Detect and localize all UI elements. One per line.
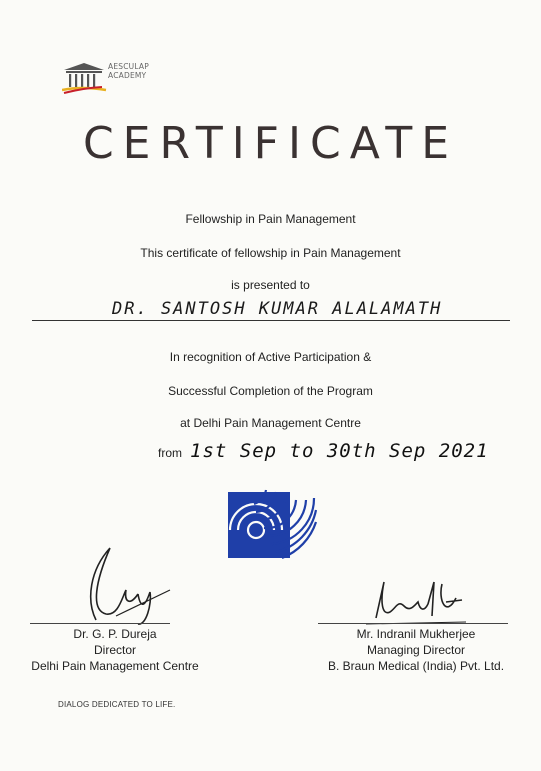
left-signature [66, 540, 176, 628]
logo-text [108, 62, 149, 80]
right-signatory-name: Mr. Indranil Mukherjee [356, 627, 476, 641]
from-label: from [158, 446, 182, 460]
certificate-statement: This certificate of fellowship in Pain Management [140, 246, 401, 260]
venue-line: at Delhi Pain Management Centre [180, 416, 361, 430]
right-signature-line [318, 623, 508, 624]
left-signatory [10, 626, 220, 674]
right-signatory-title: Managing Director [366, 643, 466, 657]
bbraun-emblem [226, 470, 318, 562]
footer-tagline: DIALOG DEDICATED TO LIFE. [58, 700, 176, 709]
recognition-line-1: In recognition of Active Participation & [169, 350, 372, 364]
recipient-underline [32, 320, 510, 321]
logo-line-1: AESCULAP [108, 62, 149, 71]
left-signatory-title: Director [93, 643, 136, 657]
certificate-title: CERTIFICATE [82, 118, 459, 169]
right-signatory [306, 626, 526, 674]
program-name: Fellowship in Pain Management [185, 212, 356, 226]
left-signatory-org: Delhi Pain Management Centre [31, 659, 199, 673]
temple-icon [62, 63, 106, 93]
program-dates: 1st Sep to 30th Sep 2021 [190, 440, 489, 462]
recognition-line-2: Successful Completion of the Program [168, 384, 373, 398]
presented-to-text: is presented to [231, 278, 310, 292]
left-signatory-name: Dr. G. P. Dureja [73, 627, 157, 641]
left-signature-line [30, 623, 170, 624]
recipient-name: DR. SANTOSH KUMAR ALALAMATH [112, 299, 443, 319]
logo-line-2: ACADEMY [108, 71, 147, 80]
right-signature [362, 572, 472, 628]
right-signatory-org: B. Braun Medical (India) Pvt. Ltd. [327, 659, 505, 673]
